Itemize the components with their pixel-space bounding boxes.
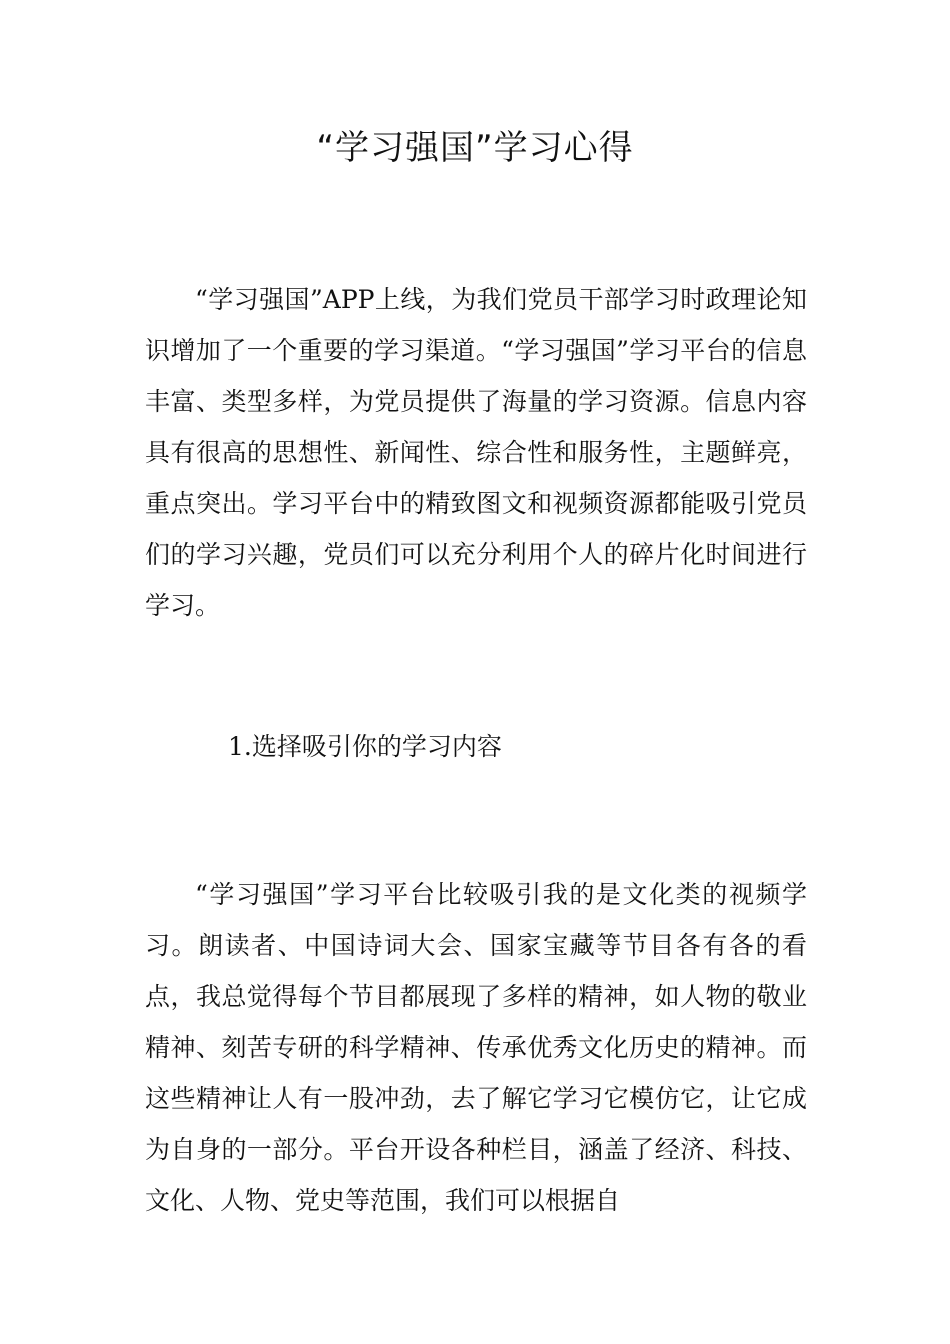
- paragraph-section-1: “学习强国”学习平台比较吸引我的是文化类的视频学习。朗读者、中国诗词大会、国家宝藏等节目各有各的看点，我总觉得每个节目都展现了多样的精神，如人物的敬业精神、刻苦专研的科学精神、传承优秀文化历史的精神。而这些精神让人有一股冲劲，去了解它学习它模仿它，让它成为自身的一部分。平台开设各种栏目，涵盖了经济、科技、文化、人物、党史等范围，我们可以根据自: [145, 880, 807, 1215]
- document-title: “学习强国”学习心得: [316, 128, 634, 168]
- paragraph-intro: “学习强国”APP上线，为我们党员干部学习时政理论知识增加了一个重要的学习渠道。“学习强国”学习平台的信息丰富、类型多样，为党员提供了海量的学习资源。信息内容具有很高的思想性、新闻性、综合性和服务性，主题鲜亮，重点突出。学习平台中的精致图文和视频资源都能吸引党员们的学习兴趣，党员们可以充分利用个人的碎片化时间进行学习。: [145, 285, 807, 620]
- section-heading-1: 1.选择吸引你的学习内容: [228, 732, 502, 761]
